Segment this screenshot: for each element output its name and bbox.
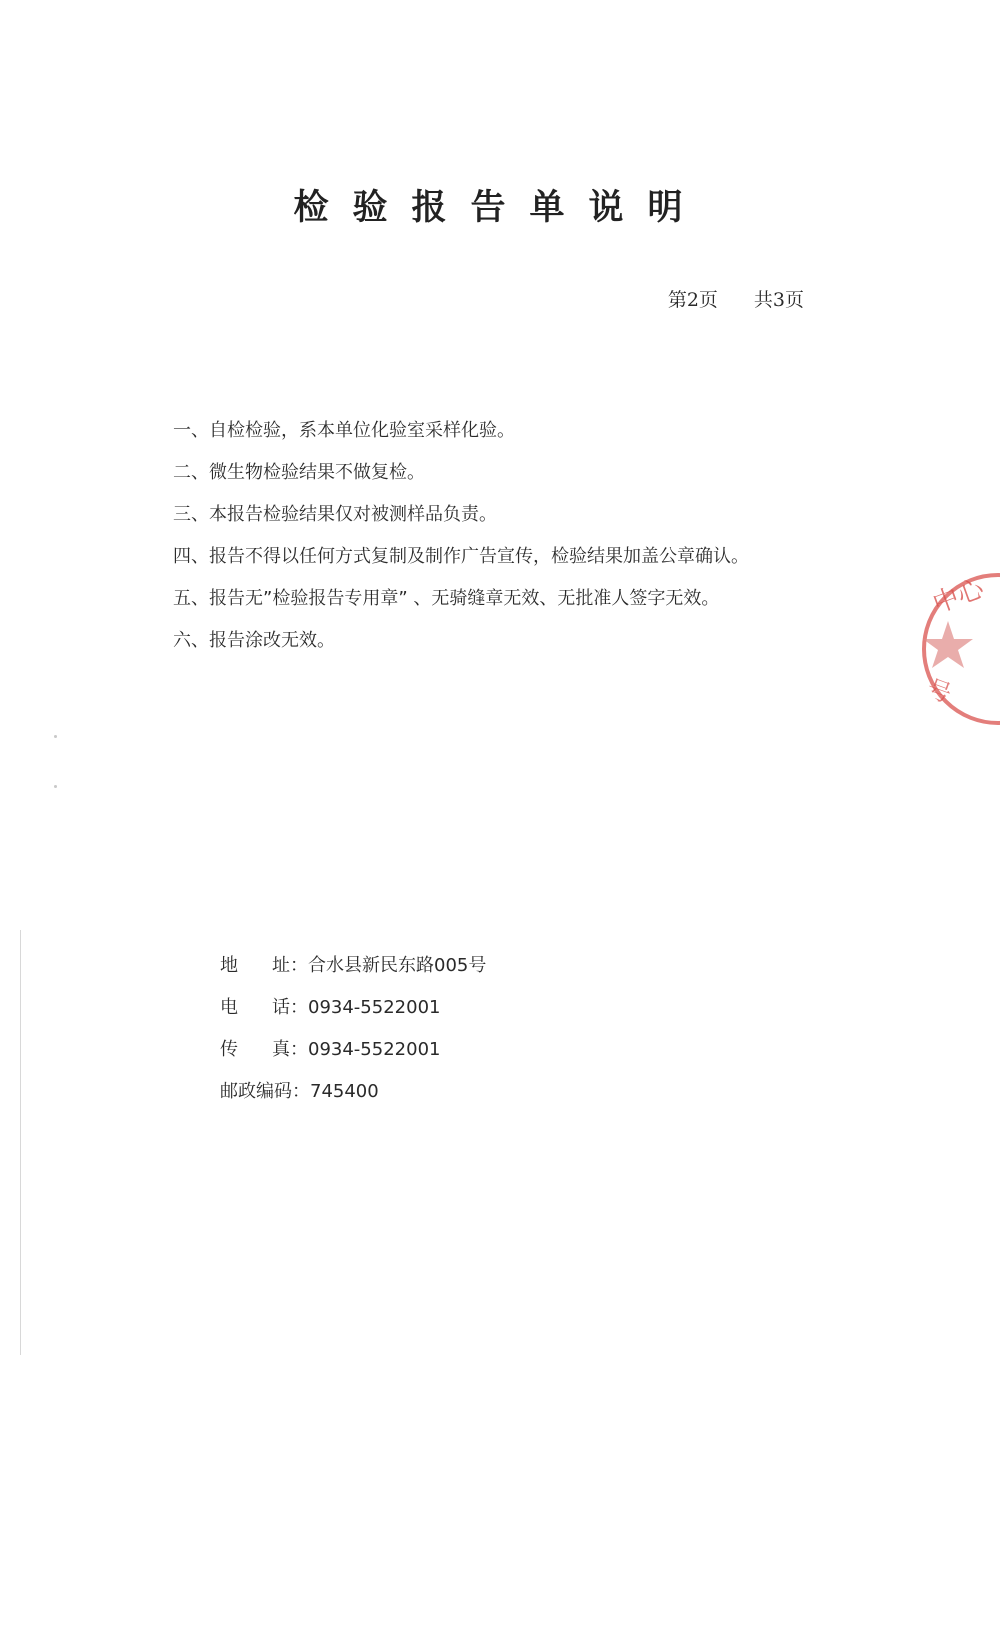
document-title: 检验报告单说明	[293, 187, 707, 228]
fax-row	[220, 1029, 486, 1071]
address-value: 合水县新民东路005号	[308, 955, 487, 976]
page-total: 共3页	[753, 289, 804, 311]
scan-dust-mark	[54, 735, 57, 738]
postal-label: 邮政编码：	[220, 1081, 310, 1102]
note-item: 五、报告无”检验报告专用章” 、无骑缝章无效、无批准人签字无效。	[173, 588, 720, 609]
official-seal-stamp	[918, 569, 1000, 729]
page-count	[668, 285, 804, 312]
notes-list	[173, 410, 749, 662]
postal-row	[220, 1071, 486, 1113]
note-item: 一、自检检验，系本单位化验室采样化验。	[173, 420, 515, 441]
fax-value: 0934-5522001	[308, 1039, 441, 1060]
fax-label: 传 真：	[220, 1039, 308, 1060]
scan-edge-line	[20, 930, 21, 1355]
note-item: 二、微生物检验结果不做复检。	[173, 462, 425, 483]
scan-dust-mark	[54, 785, 57, 788]
contact-block	[220, 945, 486, 1113]
address-label: 地 址：	[220, 955, 308, 976]
phone-label: 电 话：	[220, 997, 308, 1018]
svg-text:号: 号	[922, 673, 956, 709]
note-item: 三、本报告检验结果仅对被测样品负责。	[173, 504, 497, 525]
note-item: 四、报告不得以任何方式复制及制作广告宣传，检验结果加盖公章确认。	[173, 546, 749, 567]
phone-value: 0934-5522001	[308, 997, 441, 1018]
address-row	[220, 945, 486, 987]
svg-text:中心: 中心	[928, 573, 988, 620]
postal-value: 745400	[310, 1081, 379, 1102]
phone-row	[220, 987, 486, 1029]
note-item: 六、报告涂改无效。	[173, 630, 335, 651]
page-number: 第2页	[667, 289, 718, 311]
